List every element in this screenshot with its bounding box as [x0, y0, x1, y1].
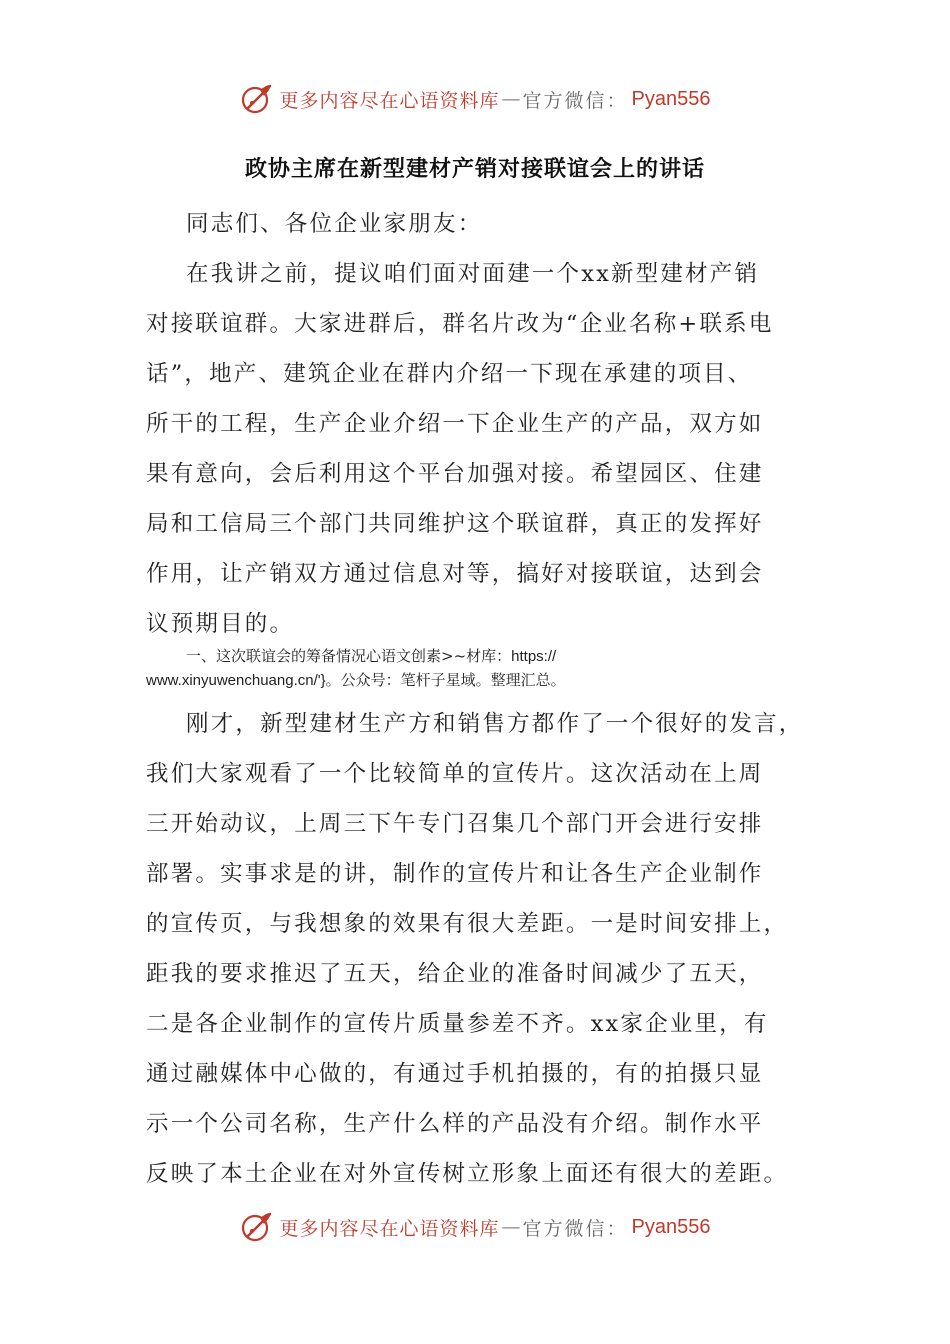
salutation: 同志们、各位企业家朋友： — [186, 211, 483, 237]
para1-line: 果有意向，会后利用这个平台加强对接。希望园区、住建 — [146, 461, 764, 487]
section-note-line1 — [186, 645, 556, 666]
para2-line: 的宣传页，与我想象的效果有很大差距。一是时间安排上， — [146, 911, 789, 937]
para1-line: 局和工信局三个部门共同维护这个联谊群，真正的发挥好 — [146, 511, 764, 537]
note-suffix: 。公众号：笔杆子星域。整理汇总。 — [325, 671, 566, 689]
note-prefix: 一、这次联谊会的筹备情况心语文创素>~材库： — [186, 647, 512, 665]
para2-line: 刚才，新型建材生产方和销售方都作了一个很好的发言， — [186, 711, 804, 737]
para2-line: 反映了本土企业在对外宣传树立形象上面还有很大的差距。 — [146, 1161, 789, 1187]
banner-site-text: 更多内容尽在心语资料库 — [279, 89, 500, 112]
para1-line: 对接联谊群。大家进群后，群名片改为“企业名称+联系电 — [146, 311, 774, 337]
para1-line: 话”，地产、建筑企业在群内介绍一下现在承建的项目、 — [146, 361, 753, 387]
section-note-line2 — [146, 669, 566, 690]
banner-wechat-label: 官方微信： — [522, 89, 628, 112]
banner-dash: — — [501, 88, 521, 110]
note-url-part2: www.xinyuwenchuang.cn/'} — [146, 672, 326, 689]
para2-line: 三开始动议，上周三下午专门召集几个部门开会进行安排 — [146, 811, 764, 837]
para1-line: 所干的工程，生产企业介绍一下企业生产的产品，双方如 — [146, 411, 764, 437]
banner-wechat-id: Pyan556 — [631, 87, 711, 110]
header-banner — [0, 82, 950, 116]
banner-wechat-id: Pyan556 — [631, 1215, 711, 1238]
document-title: 政协主席在新型建材产销对接联谊会上的讲话 — [244, 157, 705, 182]
para2-line: 距我的要求推迟了五天，给企业的准备时间减少了五天， — [146, 961, 764, 987]
para2-line: 通过融媒体中心做的，有通过手机拍摄的，有的拍摄只显 — [146, 1061, 764, 1087]
footer-banner — [0, 1210, 950, 1244]
banner-wechat-label: 官方微信： — [522, 1217, 628, 1240]
para1-line: 议预期目的。 — [146, 611, 295, 637]
para2-line: 我们大家观看了一个比较简单的宣传片。这次活动在上周 — [146, 761, 764, 787]
para2-line: 示一个公司名称，生产什么样的产品没有介绍。制作水平 — [146, 1111, 764, 1137]
quill-logo-icon — [240, 82, 274, 116]
banner-site-text: 更多内容尽在心语资料库 — [279, 1217, 500, 1240]
para1-line: 作用，让产销双方通过信息对等，搞好对接联谊，达到会 — [146, 561, 764, 587]
para2-line: 二是各企业制作的宣传片质量参差不齐。xx家企业里，有 — [146, 1011, 769, 1037]
para1-line: 在我讲之前，提议咱们面对面建一个xx新型建材产销 — [186, 261, 760, 287]
quill-logo-icon — [240, 1210, 274, 1244]
para2-line: 部署。实事求是的讲，制作的宣传片和让各生产企业制作 — [146, 861, 764, 887]
banner-dash: — — [501, 1216, 521, 1238]
note-url-part1: https:// — [511, 648, 557, 665]
